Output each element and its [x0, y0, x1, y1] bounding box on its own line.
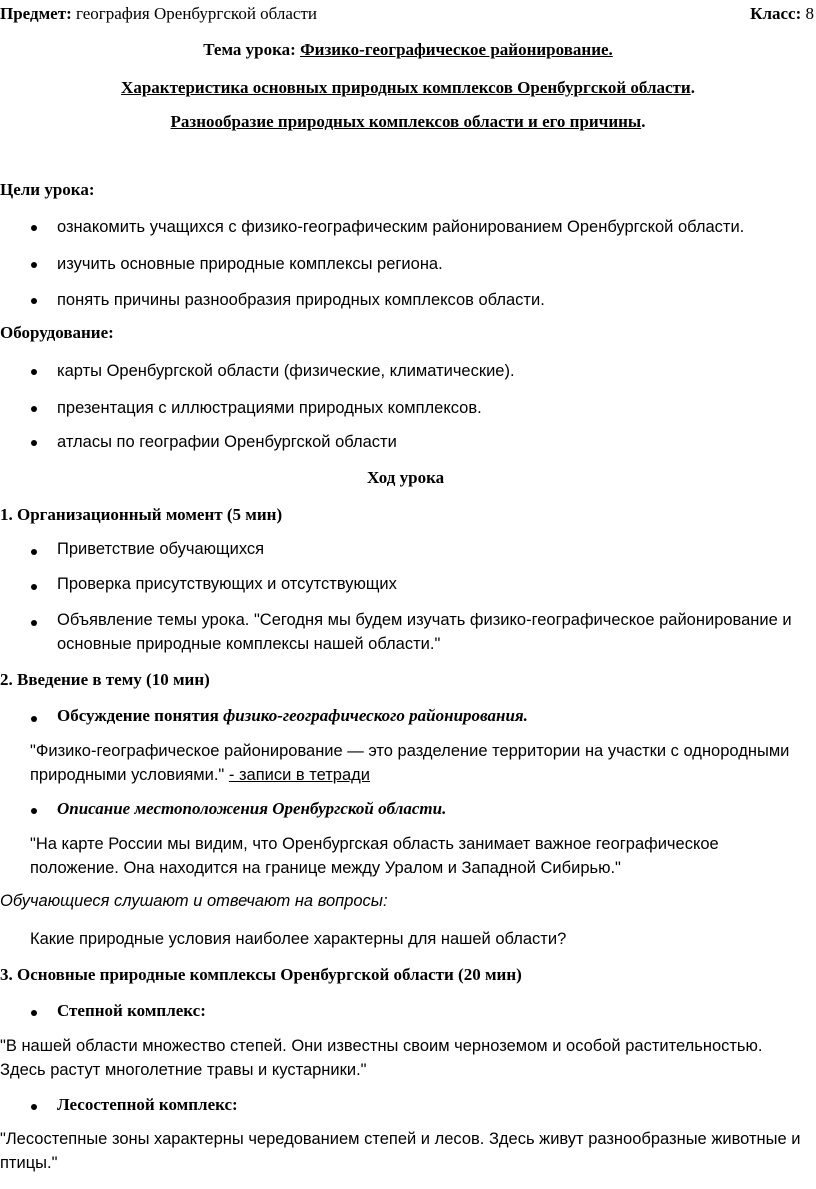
definition-text: "Физико-географическое районирование — это разделение территории на участки с однородными природными условиями."	[30, 742, 790, 784]
bullet-icon	[31, 225, 37, 231]
location-item: Описание местоположения Оренбургской области.	[57, 799, 447, 818]
students-note: Обучающиеся слушают и отвечают на вопросы:	[0, 892, 388, 910]
topic-line-1	[0, 38, 816, 61]
bullet-icon	[31, 369, 37, 375]
lesson-heading: Ход урока	[367, 468, 445, 487]
bullet-icon	[31, 716, 37, 722]
concept-prefix: Обсуждение понятия	[57, 706, 224, 725]
goals-heading: Цели урока:	[0, 180, 95, 199]
bullet-icon	[31, 549, 37, 555]
subject-value: география Оренбургской области	[76, 4, 318, 23]
notebook-note: - записи в тетради	[228, 766, 371, 784]
goal-item: понять причины разнообразия природных комплексов области.	[57, 291, 545, 309]
bullet-icon	[31, 584, 37, 590]
topic-subtitle: Характеристика основных природных комплексов Оренбургской области	[121, 78, 691, 97]
question-text: Какие природные условия наиболее характерны для нашей области?	[30, 930, 567, 948]
section2-heading: 2. Введение в тему (10 мин)	[0, 670, 210, 689]
topic-label: Тема урока:	[203, 40, 296, 59]
definition-quote	[30, 739, 816, 787]
bullet-icon	[31, 620, 37, 626]
section1-item: Приветствие обучающихся	[57, 540, 265, 558]
topic-subtitle-2: Разнообразие природных комплексов области и его причины	[170, 112, 642, 131]
concept-term: физико-географического районирования.	[223, 706, 528, 725]
equipment-item: карты Оренбургской области (физические, климатические).	[57, 362, 515, 380]
location-quote: "На карте России мы видим, что Оренбургская область занимает важное географическое положение. Она находится на границе между Уралом и Западной Сибирью."	[30, 835, 719, 877]
grade-value: 8	[805, 4, 814, 23]
subject-label: Предмет:	[0, 4, 72, 23]
equipment-heading: Оборудование:	[0, 323, 114, 342]
bullet-icon	[31, 440, 37, 446]
forest-steppe-text: "Лесостепные зоны характерны чередованием степей и лесов. Здесь живут разнообразные животные и птицы."	[0, 1130, 801, 1172]
bullet-icon	[31, 298, 37, 304]
forest-steppe-heading: Лесостепной комплекс:	[57, 1095, 238, 1114]
concept-item	[57, 704, 528, 727]
steppe-heading: Степной комплекс:	[57, 1001, 206, 1020]
grade-line	[750, 2, 814, 25]
equipment-item: атласы по географии Оренбургской области	[57, 433, 397, 451]
section1-item: Проверка присутствующих и отсутствующих	[57, 575, 397, 593]
topic-line-2: Характеристика основных природных комплексов Оренбургской области.	[121, 78, 695, 97]
bullet-icon	[31, 1010, 37, 1016]
topic-line-3: Разнообразие природных комплексов области и его причины.	[170, 112, 646, 131]
bullet-icon	[31, 406, 37, 412]
topic-title: Физико-географическое районирование.	[300, 40, 613, 59]
steppe-text: "В нашей области множество степей. Они известны своим черноземом и особой растительностью. Здесь растут многолетние травы и кустарники."	[0, 1037, 763, 1079]
bullet-icon	[31, 808, 37, 814]
goal-item: изучить основные природные комплексы региона.	[57, 255, 443, 273]
grade-label: Класс:	[750, 4, 802, 23]
subject-line	[0, 2, 317, 25]
section3-heading: 3. Основные природные комплексы Оренбургской области (20 мин)	[0, 965, 522, 984]
bullet-icon	[31, 1104, 37, 1110]
bullet-icon	[31, 262, 37, 268]
equipment-item: презентация с иллюстрациями природных комплексов.	[57, 399, 482, 417]
section1-heading: 1. Организационный момент (5 мин)	[0, 505, 283, 524]
goal-item: ознакомить учащихся с физико-географическим районированием Оренбургской области.	[57, 218, 745, 236]
section1-item: Объявление темы урока. "Сегодня мы будем изучать физико-географическое районирование и основные природные комплексы нашей области."	[57, 611, 792, 653]
